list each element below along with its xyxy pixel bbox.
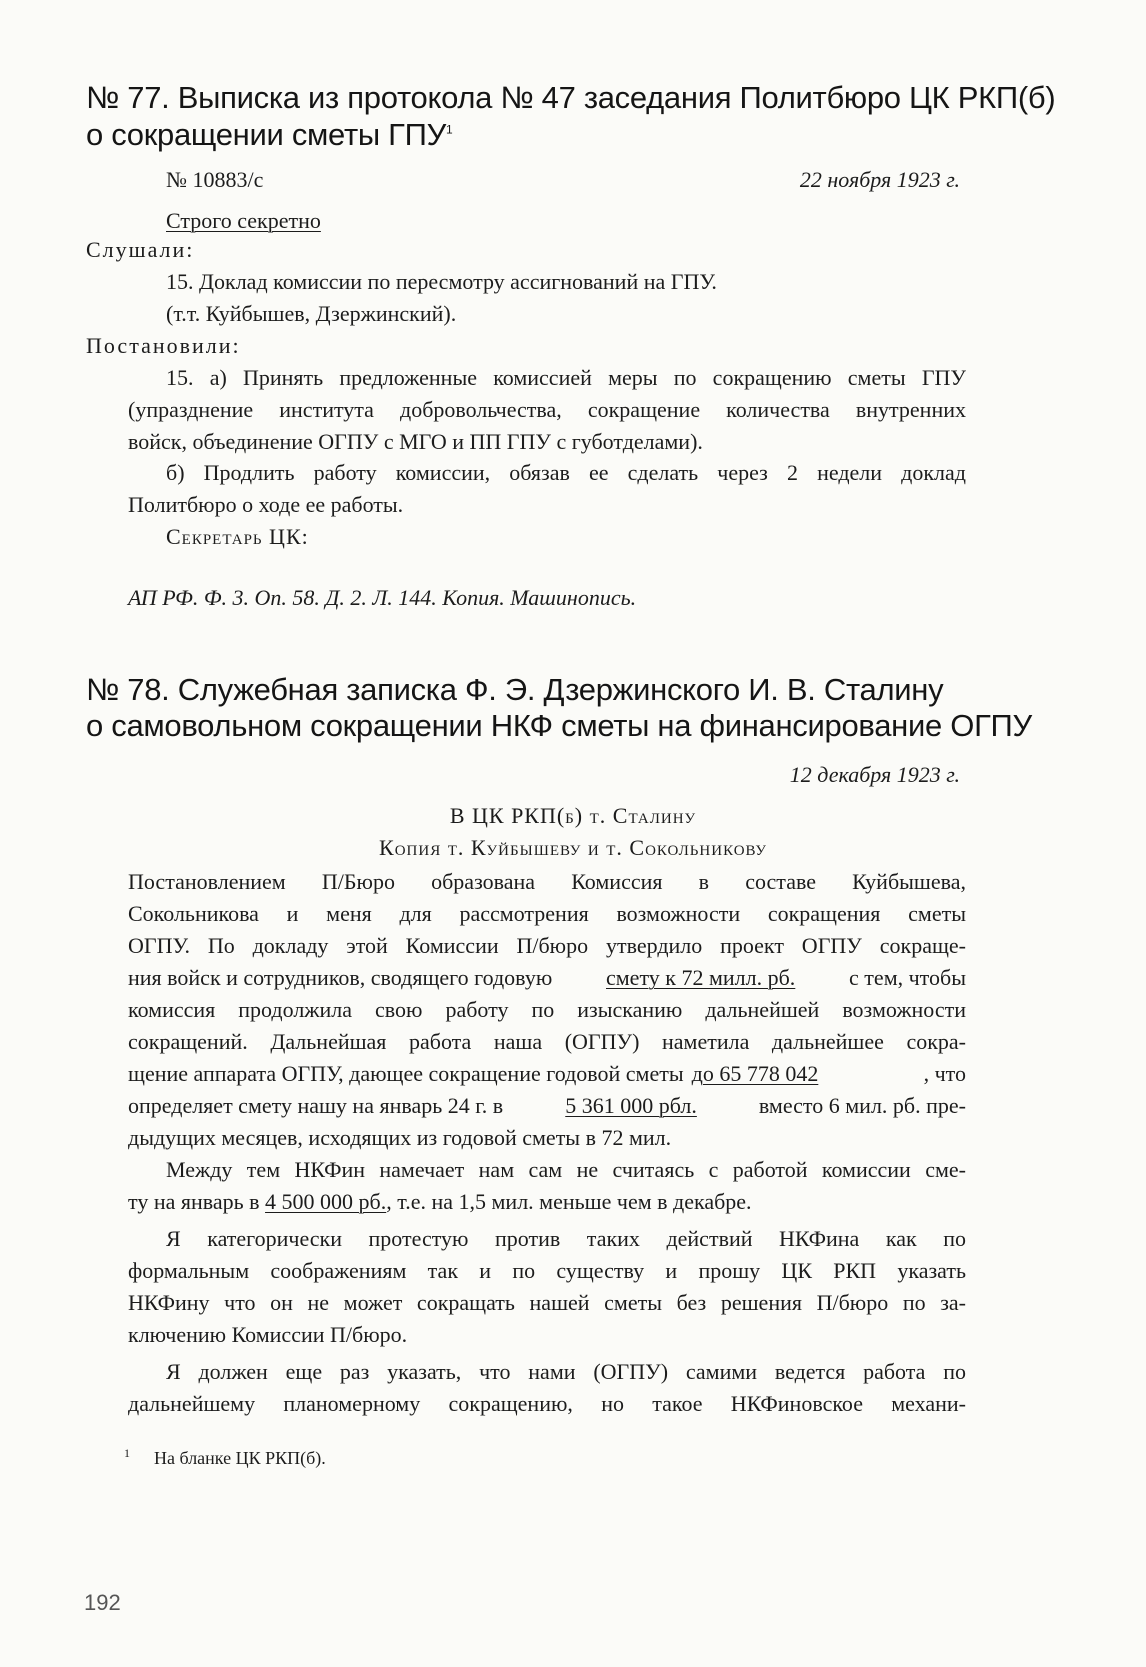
doc78-p3-line: формальным соображениям так и по существу и прошу ЦК РКП указать bbox=[128, 1258, 966, 1283]
doc77-classification: Строго секретно bbox=[166, 208, 321, 233]
doc78-p1-line: комиссия продолжила свою работу по изысканию дальнейшей возможности bbox=[128, 997, 966, 1022]
doc78-p1-line: щение аппарата ОГПУ, дающее сокращение годовой сметы до 65 778 042 , что bbox=[128, 1058, 966, 1089]
doc78-p2-line: Между тем НКФин намечает нам сам не считаясь с работой комиссии сме- bbox=[166, 1157, 966, 1182]
underlined-sum: 4 500 000 рб. bbox=[265, 1189, 387, 1214]
doc78-p3-line: НКФину что он не может сокращать нашей сметы без решения П/бюро по за- bbox=[128, 1290, 966, 1315]
doc78-p3-line: ключению Комиссии П/бюро. bbox=[128, 1322, 408, 1347]
doc78-p3-line: Я категорически протестую против таких действий НКФина как по bbox=[166, 1226, 966, 1251]
doc77-heard-label: Слушали: bbox=[86, 237, 195, 262]
doc78-p1-line: ОГПУ. По докладу этой Комиссии П/бюро утвердило проект ОГПУ сокраще- bbox=[128, 933, 966, 958]
doc78-p1-line: Постановлением П/Бюро образована Комиссия в составе Куйбышева, bbox=[128, 869, 966, 894]
doc78-p1-line: ния войск и сотрудников, сводящего годовую смету к 72 милл. рб. с тем, чтобы bbox=[128, 962, 966, 993]
doc77-heard-item: 15. Доклад комиссии по пересмотру ассигнований на ГПУ. bbox=[166, 269, 717, 294]
doc78-copy: Копия т. Куйбышеву и т. Сокольникову bbox=[379, 835, 767, 860]
doc77-resolved-a-line: (упразднение института добровольчества, сокращение количества внутренних bbox=[128, 397, 966, 422]
doc77-resolved-a-line: войск, объединение ОГПУ с МГО и ПП ГПУ с губотделами). bbox=[128, 429, 703, 454]
doc78-p1-line: определяет смету нашу на январь 24 г. в 5 361 000 рбл. вместо 6 мил. рб. пре- bbox=[128, 1090, 966, 1121]
doc77-resolved-a-line: 15. а) Принять предложенные комиссией меры по сокращению сметы ГПУ bbox=[166, 365, 966, 390]
page-number: 192 bbox=[84, 1590, 121, 1615]
doc77-signature: Секретарь ЦК: bbox=[166, 524, 309, 549]
underlined-sum: до 65 778 042 bbox=[691, 1061, 819, 1086]
underlined-sum: 5 361 000 рбл. bbox=[565, 1093, 697, 1118]
doc77-number: № 10883/с bbox=[166, 167, 264, 192]
doc78-p4-line: дальнейшему планомерному сокращению, но такое НКФиновское механи- bbox=[128, 1391, 966, 1416]
doc78-p2-line: ту на январь в 4 500 000 рб., т.е. на 1,5 мил. меньше чем в декабре. bbox=[128, 1189, 752, 1214]
doc77-resolved-b-line: Политбюро о ходе ее работы. bbox=[128, 492, 404, 517]
footnote: $^1$ На бланке ЦК РКП(б). bbox=[124, 1446, 326, 1468]
doc77-source: АП РФ. Ф. 3. Оп. 58. Д. 2. Л. 144. Копия. Машинопись. bbox=[128, 585, 637, 610]
doc78-date: 12 декабря 1923 г. bbox=[789, 762, 960, 787]
footnote-ref[interactable]: 1 bbox=[446, 122, 453, 137]
doc77-resolved-label: Постановили: bbox=[86, 333, 241, 358]
doc77-resolved-b-line: б) Продлить работу комиссии, обязав ее сделать через 2 недели доклад bbox=[166, 460, 966, 485]
underlined-sum: смету к 72 милл. рб. bbox=[606, 965, 796, 990]
doc77-heading-line1: № 77. Выписка из протокола № 47 заседания Политбюро ЦК РКП(б) bbox=[86, 80, 1056, 115]
doc78-heading-line1: № 78. Служебная записка Ф. Э. Дзержинского И. В. Сталину bbox=[86, 672, 944, 707]
doc77-heading-line2: о сокращении сметы ГПУ$^1$ bbox=[86, 117, 453, 152]
doc78-p1-line: Сокольникова и меня для рассмотрения возможности сокращения сметы bbox=[128, 901, 966, 926]
footnote-mark: 1 bbox=[124, 1446, 130, 1460]
doc78-address: В ЦК РКП(б) т. Сталину bbox=[449, 803, 697, 828]
doc78-heading-line2: о самовольном сокращении НКФ сметы на финансирование ОГПУ bbox=[86, 708, 1032, 743]
doc78-p1-line: сокращений. Дальнейшая работа наша (ОГПУ) наметила дальнейшее сокра- bbox=[128, 1029, 966, 1054]
doc78-p4-line: Я должен еще раз указать, что нами (ОГПУ) самими ведется работа по bbox=[166, 1359, 966, 1384]
doc77-date: 22 ноября 1923 г. bbox=[799, 167, 960, 192]
doc77-heard-persons: (т.т. Куйбышев, Дзержинский). bbox=[166, 301, 457, 326]
doc78-p1-line: дыдущих месяцев, исходящих из годовой сметы в 72 мил. bbox=[128, 1125, 672, 1150]
